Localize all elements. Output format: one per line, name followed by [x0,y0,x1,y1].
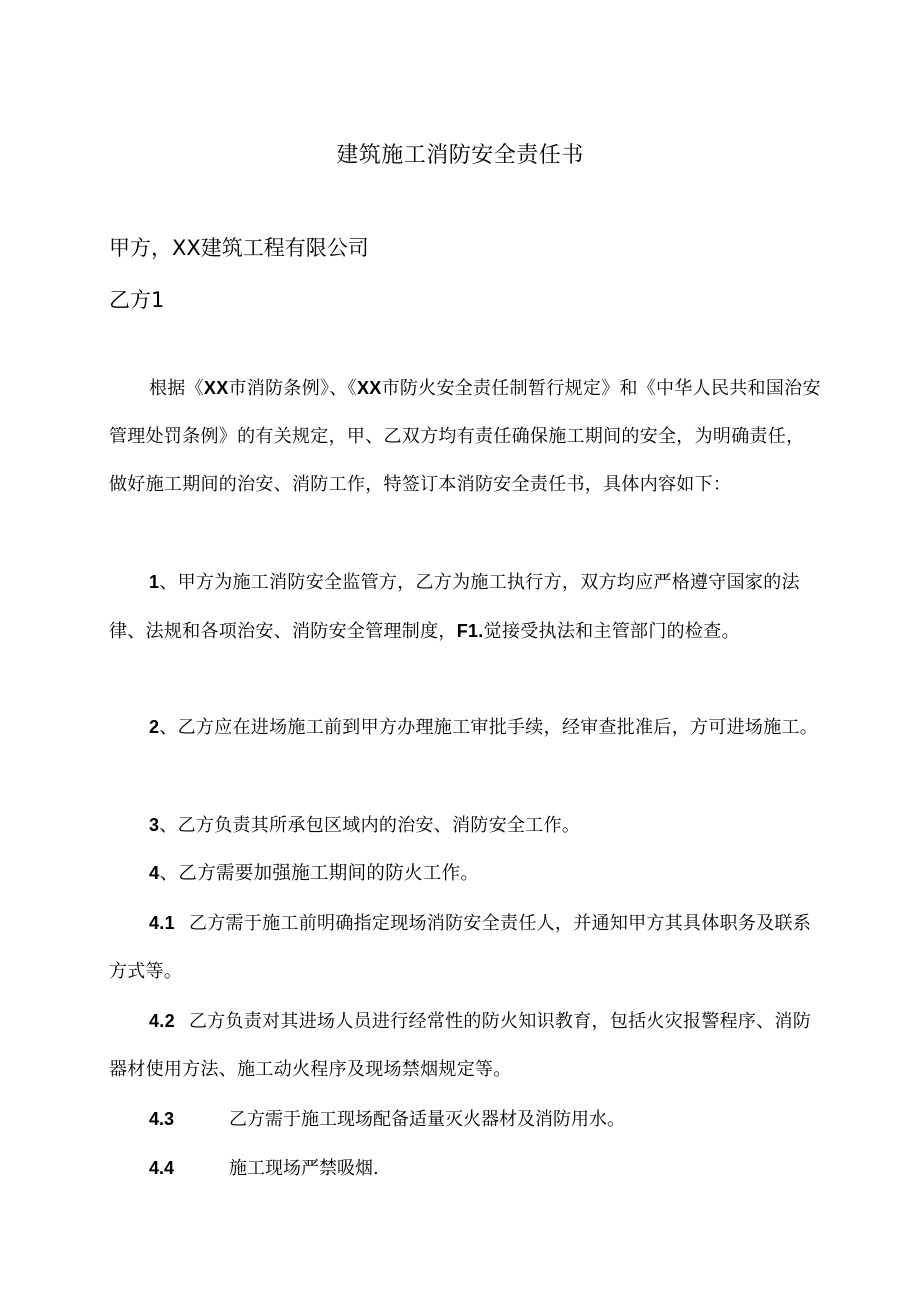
intro-xx-1: XX [203,378,229,398]
clause-3-text: 、乙方负责其所承包区域内的治安、消防安全工作。 [159,815,581,836]
clause-4-1-number: 4.1 [149,913,175,933]
clause-4 [109,849,821,898]
clause-4-3 [149,1095,625,1144]
clause-4-2-number: 4.2 [149,1011,175,1031]
intro-text-2: 市消防条例》、《 [228,378,357,399]
clause-4-4 [149,1144,379,1193]
clause-4-number: 4 [149,862,160,883]
clause-2 [109,703,821,752]
clause-1-number: 1 [149,572,160,592]
intro-text-3: 市防火安全责任制暂行规定》和《中华人民共和国治安管理处罚条例》的有关规定，甲、乙双方均有责任确保施工期间的安全，为明确责任，做好施工期间的治安、消防工作，特签订本消防安全责任书，具体内容如下： [109,378,821,495]
clause-3-number: 3 [149,815,160,835]
clause-4-4-text: 施工现场严禁吸烟. [229,1158,379,1179]
clause-4-1-text: 乙方需于施工前明确指定现场消防安全责任人，并通知甲方其具体职务及联系方式等。 [109,913,812,982]
intro-paragraph [109,364,821,509]
clause-4-3-number: 4.3 [149,1109,175,1129]
clause-3 [109,801,821,850]
intro-text-1: 根据《 [149,378,204,399]
intro-xx-2: XX [356,378,382,398]
clause-2-text: 、乙方应在进场施工前到甲方办理施工审批手续，经审查批准后，方可进场施工。 [159,717,819,738]
clause-4-4-number: 4.4 [149,1158,175,1178]
clause-1 [109,558,821,656]
clause-4-1 [109,899,821,996]
clause-1-text-b: 觉接受执法和主管部门的检查。 [483,621,740,642]
party-b-line: 乙方1 [109,288,165,312]
clause-4-2-text: 乙方负责对其进场人员进行经常性的防火知识教育，包括火灾报警程序、消防器材使用方法、施工动火程序及现场禁烟规定等。 [109,1011,812,1080]
party-a-line: 甲方，XX建筑工程有限公司 [109,236,369,260]
clause-4-3-text: 乙方需于施工现场配备适量灭火器材及消防用水。 [229,1109,625,1130]
clause-1-bold: F1. [456,621,484,641]
clause-4-2 [109,997,821,1094]
clause-2-number: 2 [149,717,160,737]
clause-1-text-a: 、甲方为施工消防安全监管方，乙方为施工执行方，双方均应严格遵守国家的法律、法规和各项治安、消防安全管理制度， [109,572,800,642]
document-title: 建筑施工消防安全责任书 [336,143,584,168]
clause-4-text: 、乙方需要加强施工期间的防火工作。 [159,863,480,884]
